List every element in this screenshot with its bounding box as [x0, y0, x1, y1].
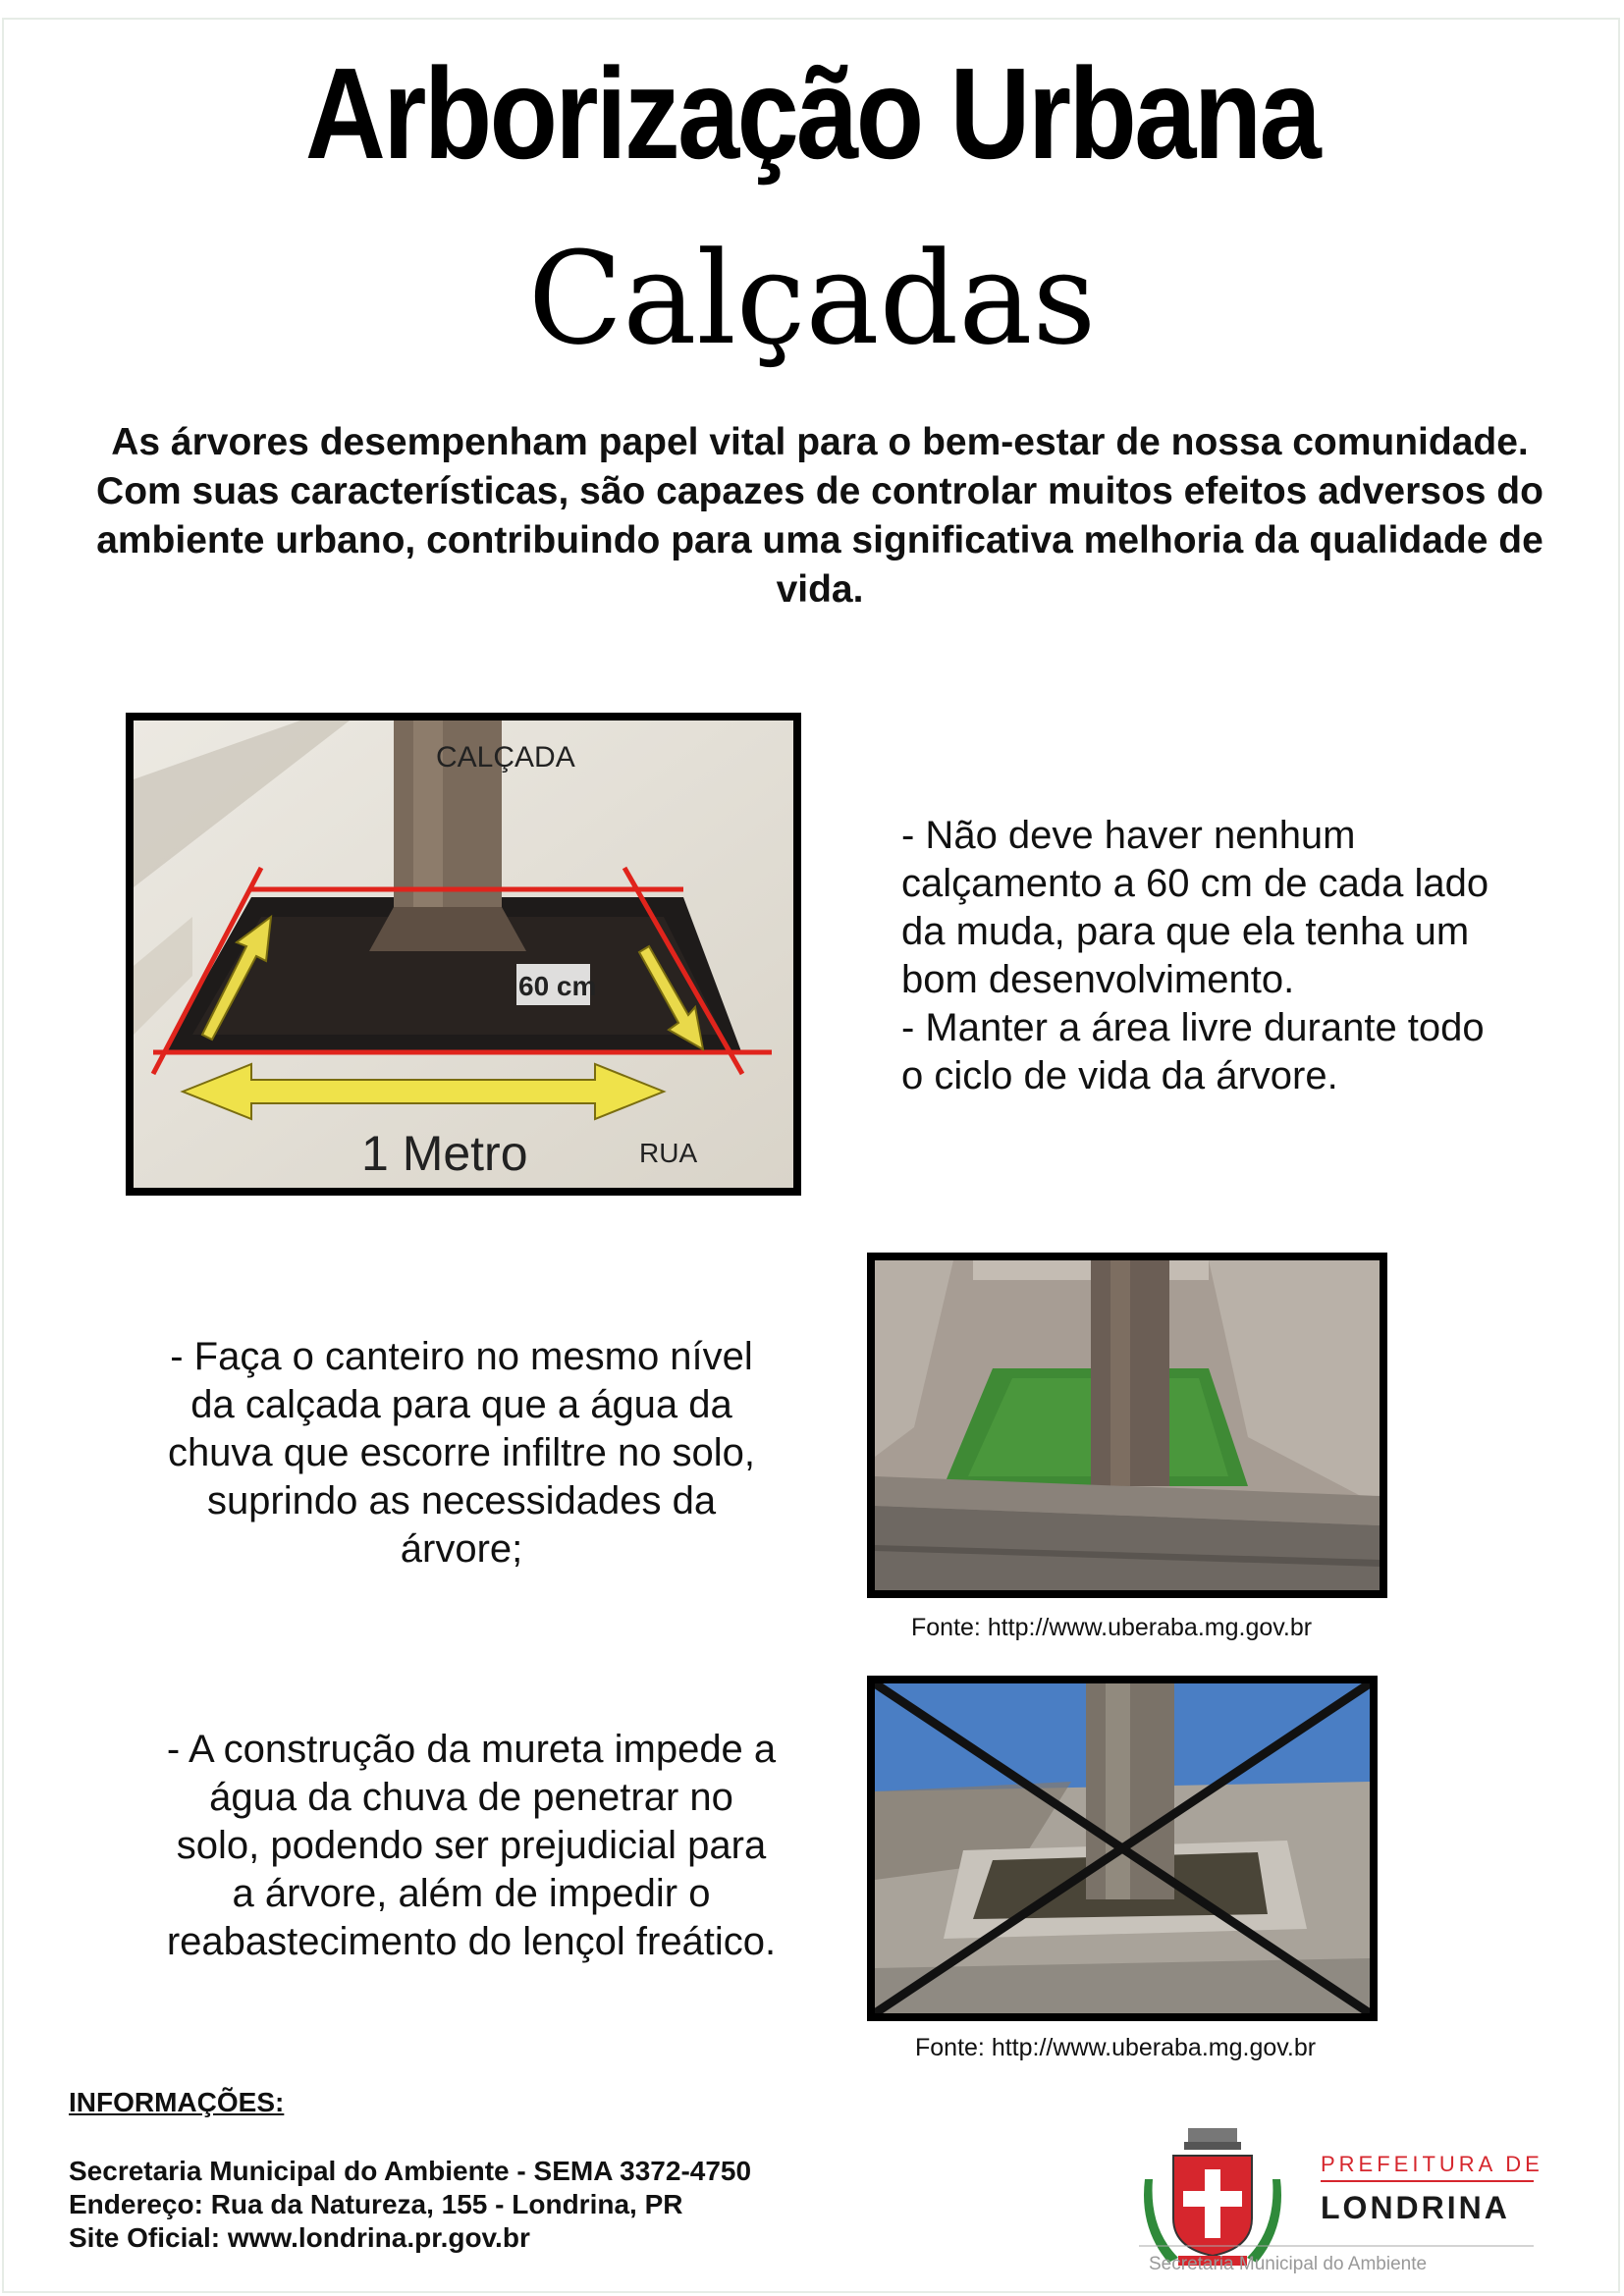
rule-text-1: [901, 812, 1608, 1100]
contact-info: [69, 2155, 751, 2255]
logo-line-2: LONDRINA: [1321, 2190, 1510, 2225]
text-line: chuva que escorre infiltre no solo,: [167, 1431, 756, 1474]
website-link[interactable]: Site Oficial: www.londrina.pr.gov.br: [69, 2222, 530, 2253]
raised-wall-photo: [867, 1676, 1378, 2021]
level-planter-photo: [867, 1253, 1387, 1598]
photo-source-2: Fonte: http://www.uberaba.mg.gov.br: [915, 2034, 1317, 2061]
60cm-label: 60 cm: [518, 971, 597, 1001]
page-subtitle: Calçadas: [527, 224, 1097, 373]
text-line: água da chuva de penetrar no: [209, 1776, 733, 1819]
londrina-logo: [1139, 2120, 1551, 2277]
text-line: suprindo as necessidades da: [206, 1479, 717, 1522]
text-line: da calçada para que a água da: [190, 1383, 732, 1426]
text-line: a árvore, além de impedir o: [232, 1872, 711, 1915]
text-line: - Não deve haver nenhum: [901, 814, 1356, 857]
rule-text-3: [118, 1726, 825, 1966]
text-line: árvore;: [400, 1527, 523, 1571]
tree-pit-diagram-photo: [126, 713, 801, 1196]
contact-line: Secretaria Municipal do Ambiente - SEMA 3372-4750: [69, 2156, 752, 2186]
text-line: calçamento a 60 cm de cada lado: [901, 862, 1489, 905]
coat-of-arms-icon: [1139, 2120, 1551, 2277]
photo-source-1: Fonte: http://www.uberaba.mg.gov.br: [911, 1614, 1313, 1641]
contact-line: Endereço: Rua da Natureza, 155 - Londrina, PR: [69, 2189, 683, 2219]
rule-text-2: [128, 1333, 795, 1574]
text-line: bom desenvolvimento.: [901, 958, 1295, 1001]
intro-paragraph: As árvores desempenham papel vital para o bem-estar de nossa comunidade. Com suas características, são capazes de controlar muitos efeitos adversos do ambiente urbano, contribuindo para uma significativa melhoria da qualidade de vida.: [96, 421, 1543, 611]
text-line: - Faça o canteiro no mesmo nível: [170, 1335, 753, 1378]
text-line: reabastecimento do lençol freático.: [166, 1920, 777, 1963]
text-line: o ciclo de vida da árvore.: [901, 1054, 1338, 1097]
rua-label: RUA: [639, 1138, 698, 1168]
logo-line-1: PREFEITURA DE: [1321, 2152, 1543, 2176]
text-line: - A construção da mureta impede a: [166, 1728, 777, 1771]
text-line: - Manter a área livre durante todo: [901, 1006, 1485, 1049]
logo-line-3: Secretaria Municipal do Ambiente: [1149, 2254, 1428, 2274]
tree-pit-diagram: [134, 721, 793, 1188]
calcada-label: CALÇADA: [436, 741, 575, 774]
metro-label: 1 Metro: [361, 1126, 528, 1181]
level-planter-image: [875, 1260, 1380, 1590]
page-title: Arborização Urbana: [304, 41, 1320, 186]
raised-wall-image: [875, 1683, 1370, 2013]
info-heading: INFORMAÇÕES:: [69, 2087, 285, 2117]
text-line: solo, podendo ser prejudicial para: [176, 1824, 767, 1867]
text-line: da muda, para que ela tenha um: [901, 910, 1470, 953]
